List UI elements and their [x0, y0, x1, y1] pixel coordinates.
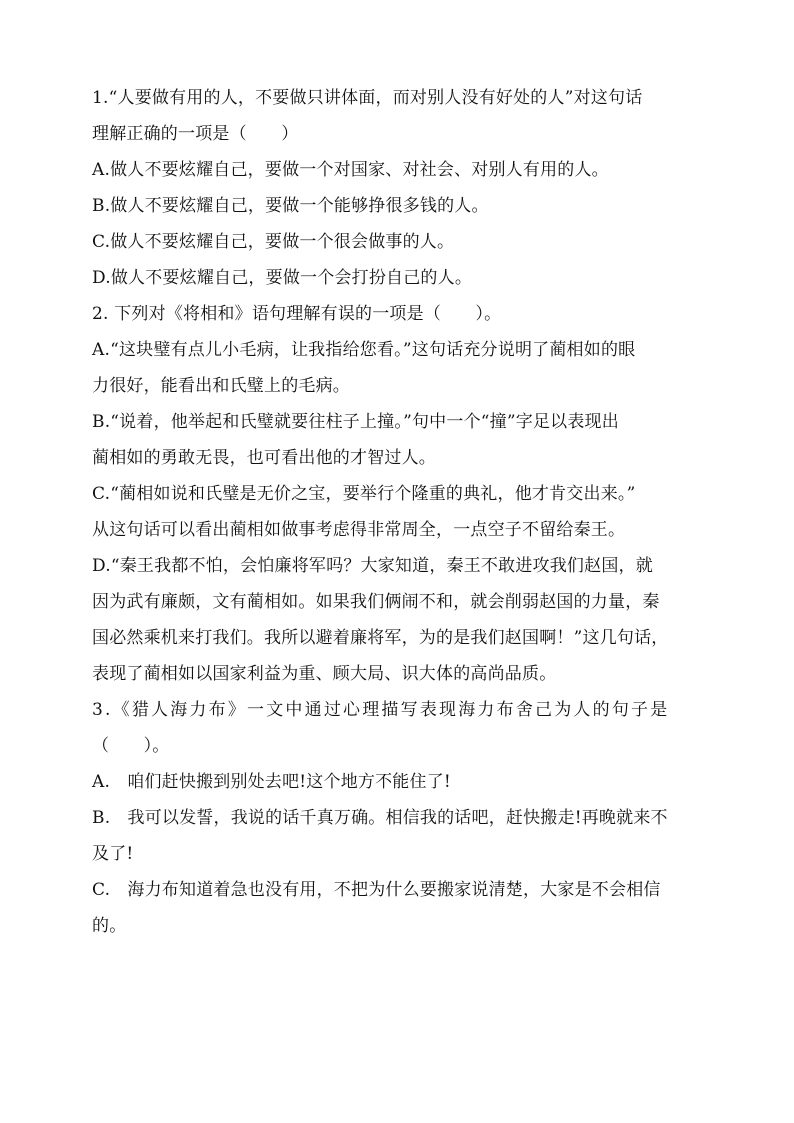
question-2-option-a-line-2: 力很好，能看出和氏璧上的毛病。: [92, 376, 350, 396]
question-2-option-c-line-2: 从这句话可以看出蔺相如做事考虑得非常周全，一点空子不留给秦王。: [92, 520, 626, 540]
question-3: [92, 692, 704, 944]
question-3-stem-line-1: 3.《猎人海力布》一文中通过心理描写表现海力布舍己为人的句子是: [92, 700, 670, 720]
question-1-option-d: D.做人不要炫耀自己，要做一个会打扮自己的人。: [92, 268, 473, 288]
question-2: [92, 296, 704, 692]
question-3-option-b-line-2: 及了!: [92, 844, 134, 864]
question-2-option-d-line-3: 国必然乘机来打我们。我所以避着廉将军，为的是我们赵国啊！”这几句话，: [92, 628, 669, 648]
question-3-option-c-line-1: C. 海力布知道着急也没有用，不把为什么要搬家说清楚，大家是不会相信: [92, 880, 661, 900]
question-2-option-d-line-2: 因为武有廉颇，文有蔺相如。如果我们俩闹不和，就会削弱赵国的力量，秦: [92, 592, 660, 612]
question-2-option-a-line-1: A.“这块璧有点儿小毛病，让我指给您看。”这句话充分说明了蔺相如的眼: [92, 340, 636, 360]
question-2-stem: 2. 下列对《将相和》语句理解有误的一项是（ ）。: [92, 304, 502, 324]
question-3-option-a: A. 咱们赶快搬到别处去吧!这个地方不能住了!: [92, 772, 451, 792]
question-3-option-c-line-2: 的。: [92, 916, 127, 936]
question-1-stem-line-2: 理解正确的一项是（ ）: [92, 124, 299, 144]
question-3-option-b-line-1: B. 我可以发誓，我说的话千真万确。相信我的话吧，赶快搬走!再晚就来不: [92, 808, 668, 828]
question-1-option-c: C.做人不要炫耀自己，要做一个很会做事的人。: [92, 232, 455, 252]
question-2-option-d-line-4: 表现了蔺相如以国家利益为重、顾大局、识大体的高尚品质。: [92, 664, 557, 684]
question-1: [92, 80, 704, 296]
question-2-option-c-line-1: C.“蔺相如说和氏璧是无价之宝，要举行个隆重的典礼，他才肯交出来。”: [92, 484, 636, 504]
question-1-stem-line-1: 1.“人要做有用的人，不要做只讲体面，而对别人没有好处的人”对这句话: [92, 88, 643, 108]
exam-page: [92, 80, 704, 944]
question-1-option-b: B.做人不要炫耀自己，要做一个能够挣很多钱的人。: [92, 196, 489, 216]
question-2-option-d-line-1: D.“秦王我都不怕，会怕廉将军吗？大家知道，秦王不敢进攻我们赵国，就: [92, 556, 653, 576]
question-2-option-b-line-2: 蔺相如的勇敢无畏，也可看出他的才智过人。: [92, 448, 436, 468]
question-3-stem-line-2: （ ）。: [92, 736, 170, 756]
question-1-option-a: A.做人不要炫耀自己，要做一个对国家、对社会、对别人有用的人。: [92, 160, 609, 180]
question-2-option-b-line-1: B.“说着，他举起和氏璧就要往柱子上撞。”句中一个“撞”字足以表现出: [92, 412, 619, 432]
